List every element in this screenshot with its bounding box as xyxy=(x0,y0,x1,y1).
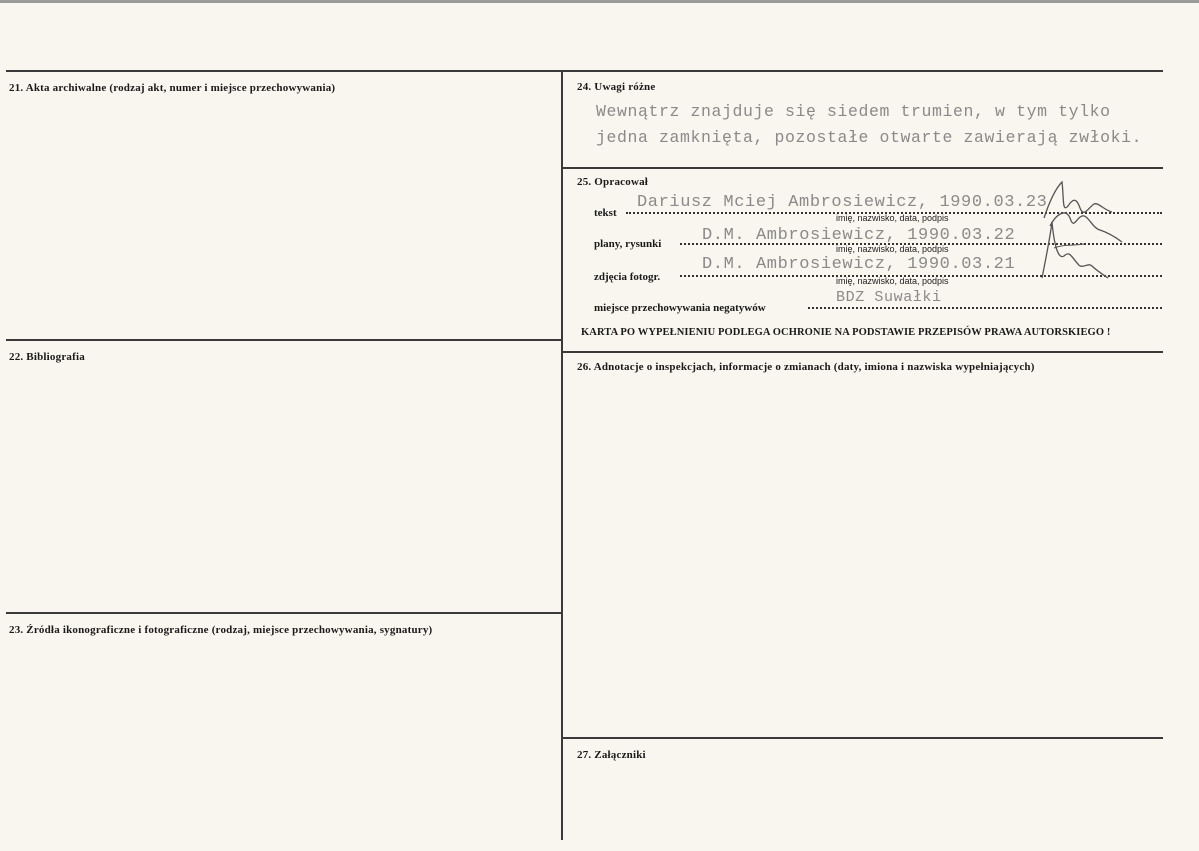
copyright-notice: KARTA PO WYPEŁNIENIU PODLEGA OCHRONIE NA PODSTAWIE PRZEPISÓW PRAWA AUTORSKIEGO ! xyxy=(581,327,1111,338)
divider-25-26 xyxy=(562,351,1163,353)
section-25-label: 25. Opracował xyxy=(577,176,649,188)
negatives-location-line xyxy=(808,307,1162,309)
remarks-line-2: jedna zamknięta, pozostałe otwarte zawierają zwłoki. xyxy=(596,128,1143,147)
negatives-location-value: BDZ Suwałki xyxy=(836,289,942,306)
section-21-label: 21. Akta archiwalne (rodzaj akt, numer i miejsce przechowywania) xyxy=(9,82,336,94)
center-divider xyxy=(561,70,563,840)
top-border-line xyxy=(6,70,1163,72)
section-23-label: 23. Źródła ikonograficzne i fotograficzne (rodzaj, miejsce przechowywania, sygnatury) xyxy=(9,624,433,636)
text-author-label: tekst xyxy=(594,207,617,219)
section-22-label: 22. Bibliografia xyxy=(9,351,85,363)
divider-21-22 xyxy=(6,339,562,341)
divider-24-25 xyxy=(562,167,1163,169)
plans-author-label: plany, rysunki xyxy=(594,238,662,250)
section-27-label: 27. Załączniki xyxy=(577,749,646,761)
divider-22-23 xyxy=(6,612,562,614)
photos-author-value: D.M. Ambrosiewicz, 1990.03.21 xyxy=(702,255,1016,274)
text-author-value: Dariusz Mciej Ambrosiewicz, 1990.03.23 xyxy=(637,193,1048,212)
negatives-location-label: miejsce przechowywania negatywów xyxy=(594,302,766,314)
remarks-line-1: Wewnątrz znajduje się siedem trumien, w tym tylko xyxy=(596,102,1111,121)
section-24-label: 24. Uwagi różne xyxy=(577,81,656,93)
photos-author-caption: imię, nazwisko, data, podpis xyxy=(836,276,949,286)
divider-26-27 xyxy=(562,737,1163,739)
text-author-caption: imię, nazwisko, data, podpis xyxy=(836,213,949,223)
signature-image xyxy=(1036,178,1126,288)
plans-author-value: D.M. Ambrosiewicz, 1990.03.22 xyxy=(702,226,1016,245)
photos-author-label: zdjęcia fotogr. xyxy=(594,271,661,283)
plans-author-caption: imię, nazwisko, data, podpis xyxy=(836,244,949,254)
section-26-label: 26. Adnotacje o inspekcjach, informacje o zmianach (daty, imiona i nazwiska wypełniających) xyxy=(577,361,1035,373)
